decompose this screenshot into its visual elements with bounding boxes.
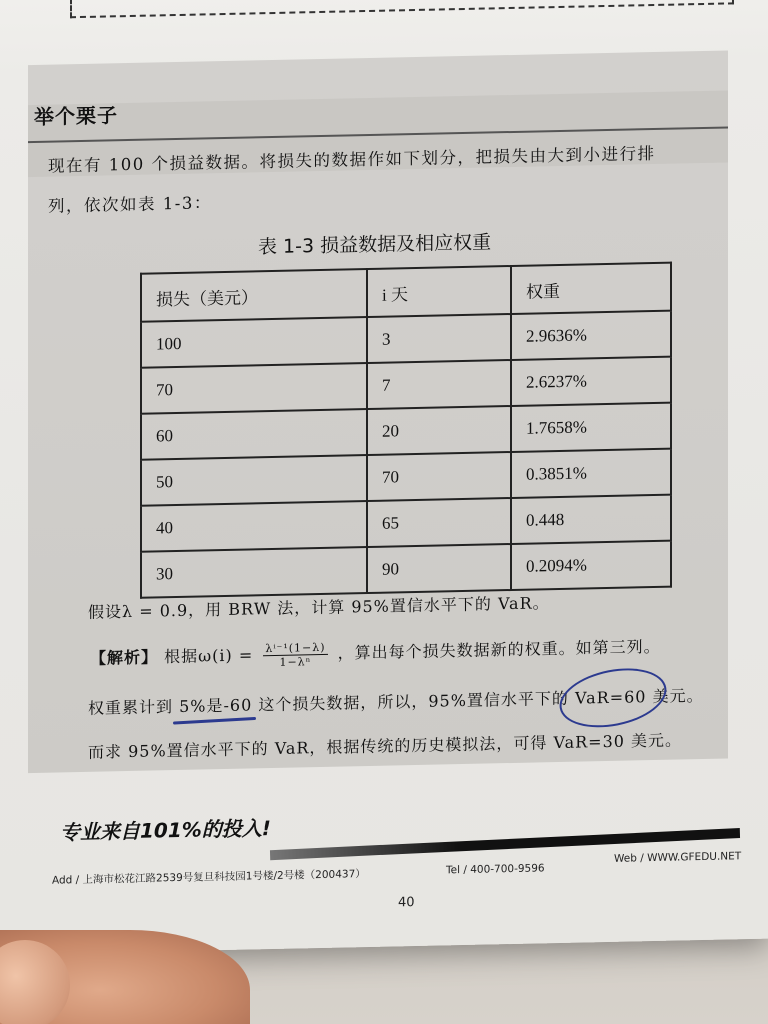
header-day: i 天 [367,266,511,317]
cell-day: 70 [367,452,511,501]
example-panel [28,50,728,773]
header-loss: 损失（美元） [141,269,367,322]
result1-part2: 这个损失数据，所以，95%置信水平下的 [258,688,569,715]
example-header: 举个栗子 [34,103,118,129]
footer-web: Web / WWW.GFEDU.NET [614,850,742,865]
footer-slogan: 专业来自101%的投入! [60,816,271,845]
cell-day: 90 [367,544,511,593]
cell-loss: 60 [141,409,367,460]
cell-weight: 1.7658% [511,403,671,452]
loss-weight-table [140,262,672,599]
circled-var-value: VaR=60 [575,687,647,708]
underlined-cumulative-weight: 5%是-60 [179,692,252,717]
solution-text-after: ，算出每个损失数据新的权重。如第三列。 [337,636,661,663]
header-weight: 权重 [511,263,671,314]
cell-day: 3 [367,314,511,363]
cell-loss: 40 [141,501,367,552]
cell-day: 20 [367,406,511,455]
result1-part3: 美元。 [652,685,704,707]
question-text: 假设λ = 0.9，用 BRW 法，计算 95%置信水平下的 VaR。 [88,593,550,622]
footer-tel: Tel / 400-700-9596 [446,862,545,877]
weight-formula-fraction [263,641,327,669]
cell-weight: 0.3851% [511,449,671,498]
dashed-box-remnant [70,0,734,18]
intro-line-1: 现在有 100 个损益数据。将损失的数据作如下划分，把损失由大到小进行排 [48,143,656,176]
cell-weight: 0.2094% [511,541,671,590]
cell-weight: 2.9636% [511,311,671,360]
cell-day: 65 [367,498,511,547]
solution-text-before: 根据ω(i) = [164,645,254,667]
formula-numerator: λⁱ⁻¹(1−λ) [265,640,326,656]
solution-tag: 【解析】 [90,647,159,668]
table-caption: 表 1-3 损益数据及相应权重 [258,231,492,259]
cell-loss: 30 [141,547,367,598]
result-line-1 [88,683,704,719]
intro-line-2: 列，依次如表 1-3： [48,193,212,216]
cell-weight: 0.448 [511,495,671,544]
cell-day: 7 [367,360,511,409]
solution-line [90,634,661,673]
footer-address: Add / 上海市松花江路2539号复旦科技园1号楼/2号楼（200437） [52,868,366,887]
table-row [141,541,671,598]
page-number: 40 [398,895,415,911]
cell-loss: 100 [141,317,367,368]
formula-denominator: 1−λⁿ [279,655,312,669]
cell-loss: 50 [141,455,367,506]
cell-loss: 70 [141,363,367,414]
cell-weight: 2.6237% [511,357,671,406]
result-line-2: 而求 95%置信水平下的 VaR，根据传统的历史模拟法，可得 VaR=30 美元。 [88,730,683,762]
result1-part1: 权重累计到 [88,697,174,718]
